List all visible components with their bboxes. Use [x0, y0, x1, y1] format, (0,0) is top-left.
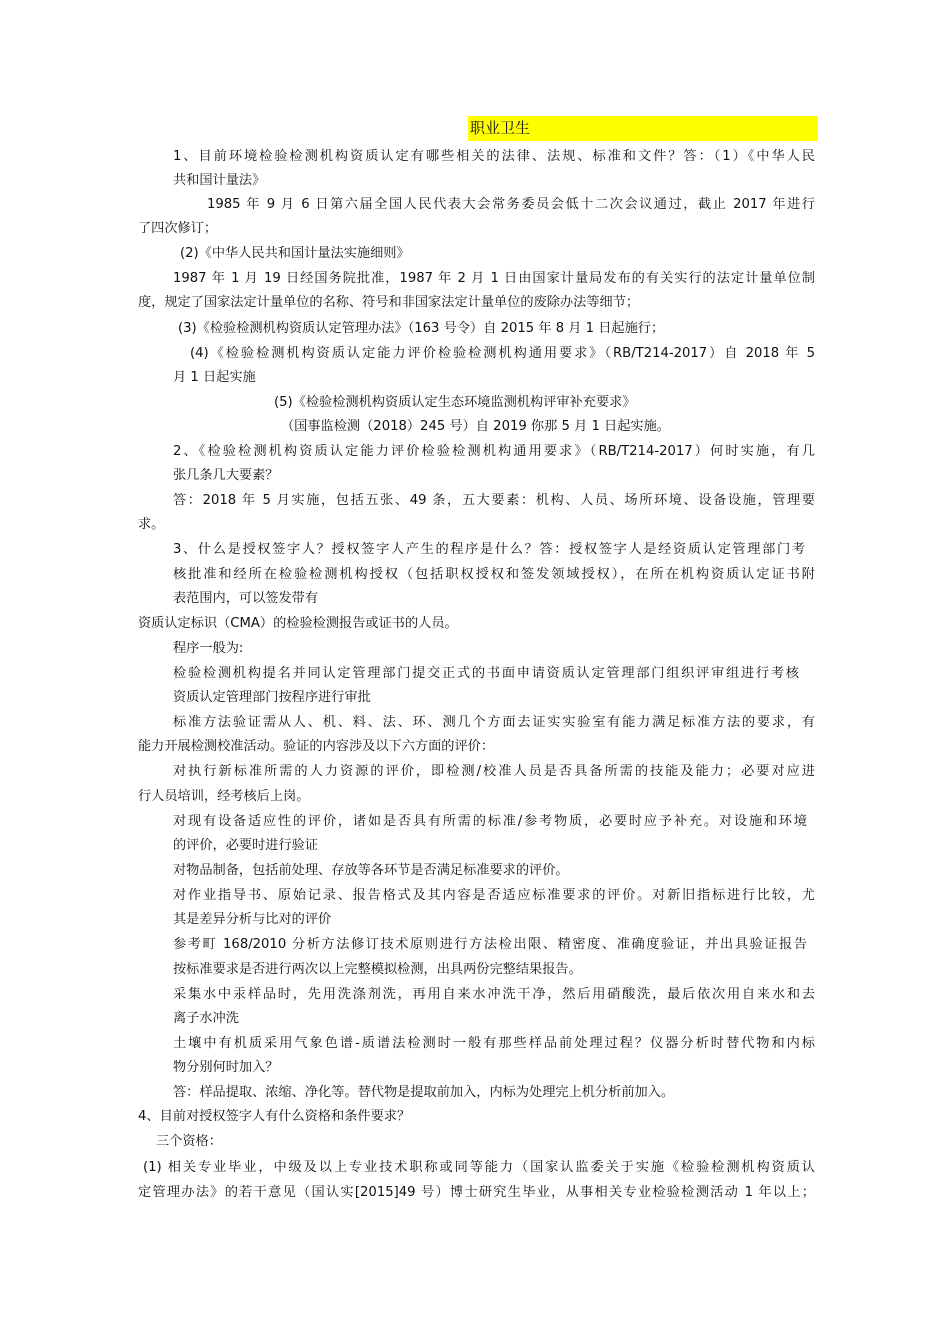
text-line: 求。: [138, 517, 165, 532]
text-line: 对作业指导书、原始记录、报告格式及其内容是否适应标准要求的评价。对新旧指标进行比较，尤: [173, 888, 815, 903]
text-line: 行人员培训，经考核后上岗。: [138, 789, 310, 804]
text-line: 其是差异分析与比对的评价: [173, 912, 332, 927]
text-line: 1987 年 1 月 19 日经国务院批准，1987 年 2 月 1 日由国家计量局发布的有关实行的法定计量单位制: [173, 271, 815, 286]
text-line: 1985 年 9 月 6 日第六届全国人民代表大会常务委员会低十二次会议通过，截止 2017 年进行: [207, 197, 815, 212]
text-line: (4)《检验检测机构资质认定能力评价检验检测机构通用要求》（RB/T214-2017）自 2018 年 5: [190, 346, 815, 361]
text-line: 程序一般为:: [173, 641, 244, 656]
text-line: (1) 相关专业毕业，中级及以上专业技术职称或同等能力（国家认监委关于实施《检验检测机构资质认: [143, 1160, 815, 1175]
text-line: 土壤中有机质采用气象色谱-质谱法检测时一般有那些样品前处理过程？仪器分析时替代物和内标: [173, 1036, 815, 1051]
text-line: 核批准和经所在检验检测机构授权（包括职权授权和签发领域授权），在所在机构资质认定证书附: [173, 567, 815, 582]
text-line: 答：样品提取、浓缩、净化等。替代物是提取前加入，内标为处理完上机分析前加入。: [173, 1085, 675, 1100]
text-line: 度，规定了国家法定计量单位的名称、符号和非国家法定计量单位的废除办法等细节；: [138, 295, 640, 310]
text-line: 了四次修订；: [138, 221, 218, 236]
text-line: 2、《检验检测机构资质认定能力评价检验检测机构通用要求》（RB/T214-2017）何时实施，有几: [173, 444, 815, 459]
text-line: (5)《检验检测机构资质认定生态环境监测机构评审补充要求》: [274, 395, 636, 410]
text-line: 检验检测机构提名并同认定管理部门提交正式的书面申请资质认定管理部门组织评审组进行考核: [173, 666, 799, 681]
text-line: 标准方法验证需从人、机、料、法、环、测几个方面去证实实验室有能力满足标准方法的要求，有: [173, 715, 815, 730]
text-line: (2)《中华人民共和国计量法实施细则》: [180, 246, 410, 261]
text-line: 参考町 168/2010 分析方法修订技术原则进行方法检出限、精密度、准确度验证，并出具验证报告: [173, 937, 807, 952]
text-line: 采集水中汞样品时，先用洗涤剂洗，再用自来水冲洗干净，然后用硝酸洗，最后依次用自来水和去: [173, 987, 815, 1002]
text-line: 3、什么是授权签字人？授权签字人产生的程序是什么？答：授权签字人是经资质认定管理部门考: [173, 542, 805, 557]
text-line: 资质认定标识（CMA）的检验检测报告或证书的人员。: [138, 616, 458, 631]
text-line: 4、目前对授权签字人有什么资格和条件要求？: [138, 1109, 411, 1124]
text-line: 对物品制备，包括前处理、存放等各环节是否满足标准要求的评价。: [173, 863, 569, 878]
text-line: 定管理办法》的若干意见（国认实[2015]49 号）博士研究生毕业，从事相关专业检验检测活动 1 年以上；: [138, 1185, 815, 1200]
document-title: 职业卫生: [468, 116, 818, 141]
text-line: 对执行新标准所需的人力资源的评价，即检测/校准人员是否具备所需的技能及能力；必要对应进: [173, 764, 815, 779]
text-line: 物分别何时加入？: [173, 1060, 279, 1075]
text-line: 按标准要求是否进行两次以上完整模拟检测，出具两份完整结果报告。: [173, 962, 582, 977]
text-line: 能力开展检测校准活动。验证的内容涉及以下六方面的评价：: [138, 739, 495, 754]
text-line: 表范围内，可以签发带有: [173, 591, 319, 606]
text-line: 三个资格：: [156, 1134, 222, 1149]
text-line: 共和国计量法》: [173, 173, 266, 188]
text-line: (3)《检验检测机构资质认定管理办法》（163 号令）自 2015 年 8 月 1 日起施行；: [178, 321, 665, 336]
text-line: 张几条几大要素？: [173, 468, 279, 483]
text-line: 离子水冲洗: [173, 1011, 239, 1026]
text-line: （国事监检测（2018）245 号）自 2019 你那 5 月 1 日起实施。: [281, 419, 670, 434]
text-line: 答：2018 年 5 月实施，包括五张、49 条，五大要素：机构、人员、场所环境、设备设施，管理要: [173, 493, 815, 508]
text-line: 月 1 日起实施: [173, 370, 256, 385]
text-line: 资质认定管理部门按程序进行审批: [173, 690, 371, 705]
text-line: 对现有设备适应性的评价，诸如是否具有所需的标准/参考物质，必要时应予补充。对设施和环境: [173, 814, 807, 829]
text-line: 1、目前环境检验检测机构资质认定有哪些相关的法律、法规、标准和文件？答：（1）《中华人民: [173, 149, 815, 164]
text-line: 的评价，必要时进行验证: [173, 838, 319, 853]
